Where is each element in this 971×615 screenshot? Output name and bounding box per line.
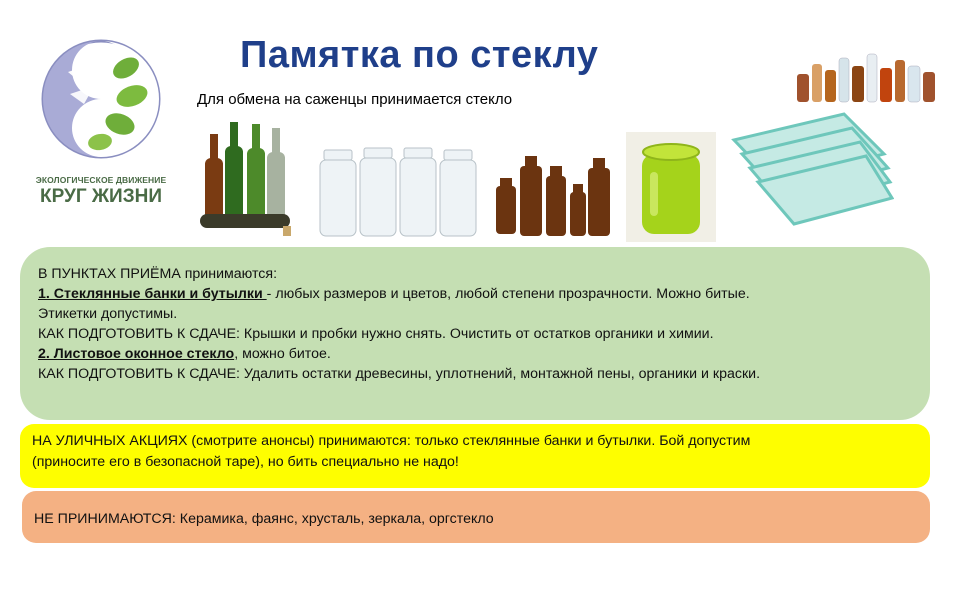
accepted-panel — [20, 247, 930, 420]
street-actions-panel — [20, 424, 930, 488]
accepted-item-1-cont: Этикетки допустимы. — [38, 306, 178, 322]
green-jar-icon — [626, 132, 716, 242]
accepted-prep-1: КАК ПОДГОТОВИТЬ К СДАЧЕ: Крышки и пробки нужно снять. Очистить от остатков органики и химии. — [38, 326, 714, 342]
logo — [26, 38, 176, 213]
accepted-item-2 — [38, 344, 912, 364]
accepted-item-1 — [38, 284, 912, 304]
page-title: Памятка по стеклу — [240, 34, 599, 76]
accepted-item-1-rest: - любых размеров и цветов, любой степени прозрачности. Можно битые. — [266, 286, 750, 302]
not-accepted-panel — [22, 491, 930, 543]
accepted-item-1-head: 1. Стеклянные банки и бутылки — [38, 286, 267, 302]
street-line-2: (приносите его в безопасной таре), но бить специально не надо! — [32, 454, 459, 470]
brown-vials-icon — [490, 146, 614, 240]
jars-icon — [316, 146, 480, 240]
accepted-intro: В ПУНКТАХ ПРИЁМА принимаются: — [38, 266, 278, 282]
not-accepted-line: НЕ ПРИНИМАЮТСЯ: Керамика, фаянс, хрусталь, зеркала, оргстекло — [34, 511, 494, 527]
accepted-item-2-rest: , можно битое. — [234, 346, 331, 362]
sheet-glass-icon — [724, 110, 894, 240]
bottles-icon — [195, 118, 305, 240]
logo-text-bottom: КРУГ ЖИЗНИ — [40, 186, 162, 207]
accepted-prep-2: КАК ПОДГОТОВИТЬ К СДАЧЕ: Удалить остатки древесины, уплотнений, монтажной пены, органики и краски. — [38, 366, 761, 382]
accepted-item-2-head: 2. Листовое оконное стекло — [38, 346, 235, 362]
page-subtitle: Для обмена на саженцы принимается стекло — [197, 91, 513, 108]
logo-circle-icon — [40, 38, 162, 160]
logo-text-top: ЭКОЛОГИЧЕСКОЕ ДВИЖЕНИЕ — [35, 175, 167, 185]
street-line-1: НА УЛИЧНЫХ АКЦИЯХ (смотрите анонсы) принимаются: только стеклянные банки и бутылки. Бой допустим — [32, 433, 751, 449]
bottles-shelf-icon — [792, 36, 942, 106]
